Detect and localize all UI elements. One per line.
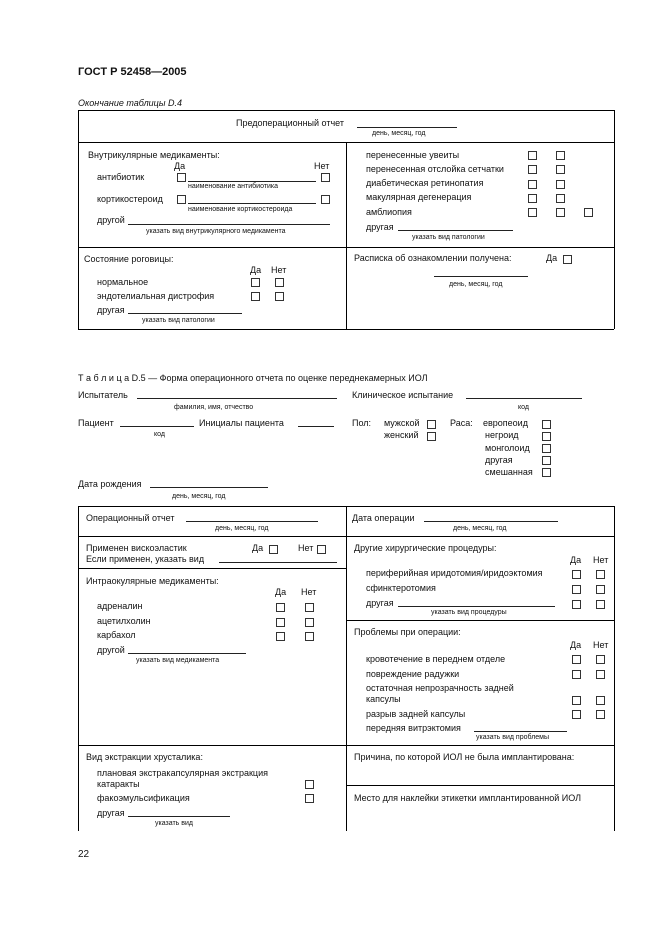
surgery-other-label: другая — [366, 598, 394, 608]
problem-yes-checkbox[interactable] — [572, 670, 581, 679]
medication-yes-checkbox[interactable] — [276, 618, 285, 627]
sex-female-label: женский — [384, 430, 419, 440]
pathology-item: перенесенная отслойка сетчатки — [366, 164, 504, 174]
sex-male-checkbox[interactable] — [427, 420, 436, 429]
cornea-other-caption: указать вид патологии — [142, 317, 215, 324]
pathology-checkbox[interactable] — [528, 208, 537, 217]
problem-item: повреждение радужки — [366, 669, 460, 679]
pathology-checkbox[interactable] — [556, 180, 565, 189]
trial-caption: код — [518, 404, 529, 411]
problem-item: остаточная непрозрачность задней — [366, 683, 514, 693]
problem-no-checkbox[interactable] — [596, 696, 605, 705]
problem-other-caption: указать вид проблемы — [476, 734, 550, 741]
pathology-checkbox[interactable] — [528, 180, 537, 189]
cornea-heading: Состояние роговицы: — [84, 254, 174, 264]
race-checkbox[interactable] — [542, 468, 551, 477]
extraction-heading: Вид экстракции хрусталика: — [86, 752, 203, 762]
visco-label: Применен вискоэластик — [86, 543, 187, 553]
visco-yes-checkbox[interactable] — [269, 545, 278, 554]
surgery-other-yes-checkbox[interactable] — [572, 600, 581, 609]
yes-header: Да — [250, 265, 262, 275]
race-checkbox[interactable] — [542, 432, 551, 441]
corticosteroid-yes-checkbox[interactable] — [177, 195, 186, 204]
preop-date-field[interactable] — [357, 127, 457, 128]
pathology-checkbox[interactable] — [584, 208, 593, 217]
patient-caption: код — [154, 431, 165, 438]
op-date-caption: день, месяц, год — [453, 525, 507, 532]
yes-header: Да — [275, 587, 287, 597]
cornea-other-label: другая — [97, 305, 125, 315]
surgery-yes-checkbox[interactable] — [572, 585, 581, 594]
cornea-endothelial-yes-checkbox[interactable] — [251, 292, 260, 301]
cornea-endothelial-no-checkbox[interactable] — [275, 292, 284, 301]
not-implanted-reason-label: Причина, по которой ИОЛ не была имплантирована: — [354, 752, 575, 762]
race-option: другая — [485, 455, 513, 465]
corticosteroid-no-checkbox[interactable] — [321, 195, 330, 204]
yes-header: Да — [570, 555, 582, 565]
other-medication-field[interactable] — [128, 224, 330, 225]
problem-yes-checkbox[interactable] — [572, 696, 581, 705]
surgery-other-caption: указать вид процедуры — [431, 609, 507, 616]
medication-no-checkbox[interactable] — [305, 632, 314, 641]
cornea-normal-label: нормальное — [97, 277, 149, 287]
pathology-checkbox[interactable] — [528, 151, 537, 160]
cornea-normal-yes-checkbox[interactable] — [251, 278, 260, 287]
op-report-label: Операционный отчет — [86, 513, 175, 523]
corticosteroid-name-field[interactable] — [188, 203, 316, 204]
op-report-field[interactable] — [186, 521, 318, 522]
other-medication-label: другой — [97, 215, 125, 225]
antibiotic-no-checkbox[interactable] — [321, 173, 330, 182]
surgery-no-checkbox[interactable] — [596, 570, 605, 579]
extraction-planned-checkbox[interactable] — [305, 780, 314, 789]
receipt-yes-label: Да — [546, 253, 558, 263]
patient-code-field[interactable] — [120, 426, 194, 427]
sex-label: Пол: — [352, 418, 372, 428]
medication-other-label: другой — [97, 645, 125, 655]
no-header: Нет — [301, 587, 317, 597]
pathology-item: диабетическая ретинопатия — [366, 178, 484, 188]
cornea-normal-no-checkbox[interactable] — [275, 278, 284, 287]
no-header: Нет — [271, 265, 287, 275]
op-report-caption: день, месяц, год — [215, 525, 269, 532]
race-checkbox[interactable] — [542, 420, 551, 429]
problem-item: капсулы — [366, 694, 401, 704]
page-number: 22 — [78, 849, 90, 860]
yes-header: Да — [174, 161, 186, 171]
other-surgery-heading: Другие хирургические процедуры: — [354, 543, 497, 553]
intraocular2-heading: Интраокулярные медикаменты: — [86, 576, 219, 586]
race-checkbox[interactable] — [542, 456, 551, 465]
birth-date-field[interactable] — [150, 487, 268, 488]
visco-type-field[interactable] — [219, 562, 337, 563]
pathology-checkbox[interactable] — [556, 165, 565, 174]
extraction-phaco-checkbox[interactable] — [305, 794, 314, 803]
medication-other-caption: указать вид медикамента — [136, 657, 220, 664]
pathology-checkbox[interactable] — [528, 194, 537, 203]
pathology-other-field[interactable] — [398, 230, 513, 231]
problem-item: кровотечение в переднем отделе — [366, 654, 506, 664]
birth-caption: день, месяц, год — [172, 493, 226, 500]
medication-item: адреналин — [97, 601, 143, 611]
table-continuation: Окончание таблицы D.4 — [78, 98, 182, 108]
trial-label: Клиническое испытание — [352, 390, 454, 400]
initials-field[interactable] — [298, 426, 334, 427]
pathology-item: перенесенные увеиты — [366, 150, 460, 160]
pathology-item: макулярная дегенерация — [366, 192, 472, 202]
cornea-other-field[interactable] — [128, 313, 242, 314]
surgery-other-no-checkbox[interactable] — [596, 600, 605, 609]
cornea-endothelial-label: эндотелиальная дистрофия — [97, 291, 215, 301]
tester-label: Испытатель — [78, 390, 128, 400]
problem-no-checkbox[interactable] — [596, 655, 605, 664]
pathology-checkbox[interactable] — [528, 165, 537, 174]
extraction-other-field[interactable] — [128, 816, 230, 817]
receipt-date-caption: день, месяц, год — [449, 281, 503, 288]
medication-yes-checkbox[interactable] — [276, 632, 285, 641]
race-option: монголоид — [485, 443, 530, 453]
tester-field[interactable] — [137, 398, 337, 399]
tester-caption: фамилия, имя, отчество — [174, 404, 254, 411]
surgery-item: периферийная иридотомия/иридоэктомия — [366, 568, 543, 578]
medication-item: ацетилхолин — [97, 616, 151, 626]
preop-date-caption: день, месяц, год — [372, 130, 426, 137]
visco-no-label: Нет — [298, 543, 314, 553]
problem-no-checkbox[interactable] — [596, 710, 605, 719]
pathology-other-label: другая — [366, 222, 394, 232]
antibiotic-label: антибиотик — [97, 172, 145, 182]
corticosteroid-caption: наименование кортикостероида — [188, 206, 293, 213]
race-option: смешанная — [485, 467, 533, 477]
race-checkbox[interactable] — [542, 444, 551, 453]
visco-type-label: Если применен, указать вид — [86, 554, 205, 564]
vitrectomy-label: передняя витрэктомия — [366, 723, 461, 733]
medication-no-checkbox[interactable] — [305, 603, 314, 612]
race-option: негроид — [485, 430, 519, 440]
pathology-checkbox[interactable] — [556, 151, 565, 160]
pathology-checkbox[interactable] — [556, 208, 565, 217]
pathology-checkbox[interactable] — [556, 194, 565, 203]
no-header: Нет — [314, 161, 330, 171]
label-place: Место для наклейки этикетки имплантированной ИОЛ — [354, 793, 582, 803]
surgery-no-checkbox[interactable] — [596, 585, 605, 594]
corticosteroid-label: кортикостероид — [97, 194, 163, 204]
pathology-other-caption: указать вид патологии — [412, 234, 485, 241]
problem-other-field[interactable] — [474, 731, 567, 732]
visco-yes-label: Да — [252, 543, 264, 553]
receipt-date-field[interactable] — [434, 276, 528, 277]
antibiotic-yes-checkbox[interactable] — [177, 173, 186, 182]
surgery-item: сфинктеротомия — [366, 583, 436, 593]
medication-yes-checkbox[interactable] — [276, 603, 285, 612]
trial-field[interactable] — [466, 398, 582, 399]
surgery-other-field[interactable] — [398, 606, 555, 607]
no-header: Нет — [593, 555, 609, 565]
birth-label: Дата рождения — [78, 479, 142, 489]
problems-heading: Проблемы при операции: — [354, 627, 461, 637]
extraction-other-caption: указать вид — [155, 820, 193, 827]
problem-yes-checkbox[interactable] — [572, 655, 581, 664]
table-d5-caption: Т а б л и ц а D.5 — Форма операционного отчета по оценке переднекамерных ИОЛ — [78, 373, 428, 383]
intraocular-heading: Внутрикулярные медикаменты: — [88, 150, 220, 160]
receipt-label: Расписка об ознакомлении получена: — [354, 253, 512, 263]
no-header: Нет — [593, 640, 609, 650]
medication-other-field[interactable] — [128, 653, 246, 654]
extraction-planned-label-cont: катаракты — [97, 779, 140, 789]
other-medication-caption: указать вид внутрикулярного медикамента — [146, 228, 286, 235]
race-label: Раса: — [450, 418, 473, 428]
preop-report-label: Предоперационный отчет — [236, 118, 344, 128]
medication-no-checkbox[interactable] — [305, 618, 314, 627]
antibiotic-name-field[interactable] — [188, 181, 316, 182]
sex-female-checkbox[interactable] — [427, 432, 436, 441]
pathology-item: амблиопия — [366, 207, 412, 217]
patient-label: Пациент — [78, 418, 114, 428]
problem-item: разрыв задней капсулы — [366, 709, 466, 719]
visco-no-checkbox[interactable] — [317, 545, 326, 554]
initials-label: Инициалы пациента — [199, 418, 284, 428]
yes-header: Да — [570, 640, 582, 650]
medication-item: карбахол — [97, 630, 136, 640]
receipt-yes-checkbox[interactable] — [563, 255, 572, 264]
op-date-label: Дата операции — [352, 513, 415, 523]
race-option: европеоид — [483, 418, 528, 428]
surgery-yes-checkbox[interactable] — [572, 570, 581, 579]
extraction-other-label: другая — [97, 808, 125, 818]
problem-no-checkbox[interactable] — [596, 670, 605, 679]
op-date-field[interactable] — [424, 521, 558, 522]
antibiotic-caption: наименование антибиотика — [188, 183, 279, 190]
extraction-phaco-label: факоэмульсификация — [97, 793, 190, 803]
doc-number: ГОСТ Р 52458—2005 — [78, 66, 187, 78]
extraction-planned-label: плановая экстракапсулярная экстракция — [97, 768, 268, 778]
sex-male-label: мужской — [384, 418, 420, 428]
problem-yes-checkbox[interactable] — [572, 710, 581, 719]
